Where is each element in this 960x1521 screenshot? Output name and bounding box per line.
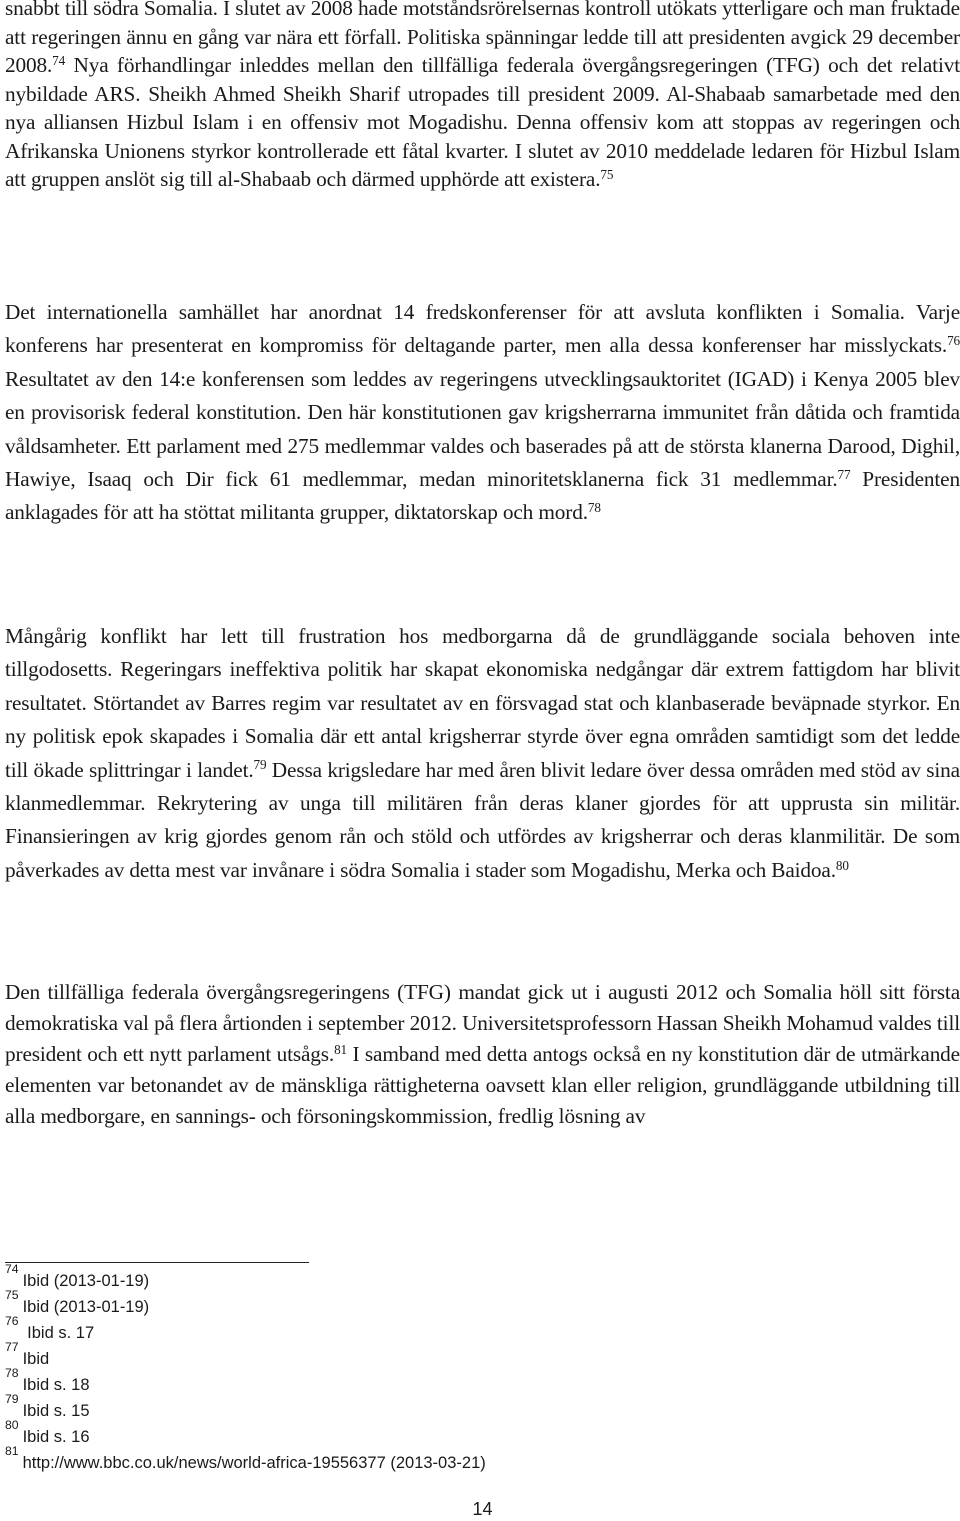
paragraph-text: I samband med detta antogs också en ny konstitution där de utmärkande elementen var betonandet av de mänskliga rättigheterna oavsett klan eller religion, grundläggande utbildning till alla medborgare, en sannings- och försoningskommission, fredlig lösning av [5,1042,960,1128]
footnote-item [5,1340,905,1372]
footnote-item [5,1288,905,1320]
footnote-item [5,1418,905,1450]
footnote-reference: 74 [52,52,66,68]
footnote-item [5,1262,905,1294]
paragraph-text: Resultatet av den 14:e konferensen som leddes av regeringens utvecklingsauktoritet (IGAD) i Kenya 2005 blev en provisorisk federal konstitution. Den här konstitutionen gav krigsherrarna immunitet från dåtida och framtida våldsamheter. Ett parlament med 275 medlemmar valdes och baserades på att de största klanerna Darood, Dighil, Hawiye, Isaaq och Dir fick 61 medlemmar, medan minoritetsklanerna fick 31 medlemmar. [5,366,960,492]
page-number: 14 [472,1499,493,1519]
paragraph-text: Det internationella samhället har anordnat 14 fredskonferenser för att avsluta konflikten i Somalia. Varje konferens har presenterat en kompromiss för deltagande parter, men alla dessa konferenser har misslyckats. [5,300,960,358]
footnote-reference: 75 [600,166,614,182]
body-paragraph [5,977,960,1132]
footnote-text: Ibid s. 15 [22,1402,90,1420]
footnote-number: 81 [5,1444,19,1459]
footnote-item [5,1314,905,1346]
body-paragraph [5,296,960,530]
footnote-text: Ibid s. 16 [22,1428,90,1446]
paragraph-text: snabbt till södra Somalia. I slutet av 2008 hade motståndsrörelsernas kontroll utökats ytterligare och man fruktade att regeringen ännu en gång var nära ett förfall. Politiska spänningar ledde till att presidenten avgick 29 december 2008. [5,0,960,77]
body-paragraph [5,0,960,194]
body-paragraph [5,620,960,887]
footnote-number: 78 [5,1366,19,1381]
footnote-text: Ibid [22,1350,50,1368]
document-page [5,0,960,1521]
paragraph-text: Nya förhandlingar inleddes mellan den tillfälliga federala övergångsregeringen (TFG) och det relativt nybildade ARS. Sheikh Ahmed Sheikh Sharif utropades till president 2009. Al-Shabaab samarbetade med den nya alliansen Hizbul Islam i en offensiv mot Mogadishu. Denna offensiv kom att stoppas av regeringen och Afrikanska Unionens styrkor kontrollerade ett fåtal kvarter. I slutet av 2010 meddelade ledaren för Hizbul Islam att gruppen anslöt sig till al-Shabaab och därmed upphörde att existera. [5,53,960,191]
footnote-text: Ibid s. 17 [22,1324,95,1342]
paragraph-text: Dessa krigsledare har med åren blivit ledare över dessa områden med stöd av sina klanmedlemmar. Rekrytering av unga till militären från deras klaner gjordes för att upprusta sin militär. Finansieringen av krig gjordes genom rån och stöld och utfördes av krigsherrar och deras klanmilitär. De som påverkades av detta mest var invånare i södra Somalia i stader som Mogadishu, Merka och Baidoa. [5,757,960,882]
footnote-number: 76 [5,1314,19,1329]
footnote-reference: 77 [837,466,851,482]
paragraph-text: Mångårig konflikt har lett till frustration hos medborgarna då de grundläggande sociala behoven inte tillgodosetts. Regeringars ineffektiva politik har skapat ekonomiska nedgångar där extrem fattigdom har blivit resultatet. Störtandet av Barres regim var resultatet av en försvagad stat och klanbaserade beväpnade styrkor. En ny politisk epok skapades i Somalia där ett antal krigsherrar styrde över egna områden samtidigt som det ledde till ökade splittringar i landet. [5,624,960,782]
footnote-reference: 80 [835,857,849,873]
footnote-number: 79 [5,1392,19,1407]
footnote-item [5,1444,905,1476]
footnote-number: 75 [5,1288,19,1303]
footnote-text: Ibid (2013-01-19) [22,1298,150,1316]
footnote-reference: 78 [587,500,601,516]
footnote-text: Ibid (2013-01-19) [22,1272,150,1290]
footnote-list [5,1262,905,1476]
footnote-number: 74 [5,1262,19,1277]
footnote-link[interactable]: http://www.bbc.co.uk/news/world-africa-19556377 (2013-03-21) [22,1454,486,1472]
paragraph-text: Den tillfälliga federala övergångsregeringens (TFG) mandat gick ut i augusti 2012 och Somalia höll sitt första demokratiska val på flera årtionden i september 2012. Universitetsprofessorn Hassan Sheikh Mohamud valdes till president och ett nytt parlament utsågs. [5,980,960,1066]
footnote-separator [5,1262,309,1263]
footnote-number: 80 [5,1418,19,1433]
footnote-text: Ibid s. 18 [22,1376,90,1394]
paragraph-text: Presidenten anklagades för att ha stöttat militanta grupper, diktatorskap och mord. [5,467,960,525]
footnote-reference: 76 [947,333,960,349]
footnote-item [5,1392,905,1424]
footnote-item [5,1366,905,1398]
footnote-number: 77 [5,1340,19,1355]
footnote-reference: 81 [334,1041,347,1057]
footnote-reference: 79 [253,757,267,773]
